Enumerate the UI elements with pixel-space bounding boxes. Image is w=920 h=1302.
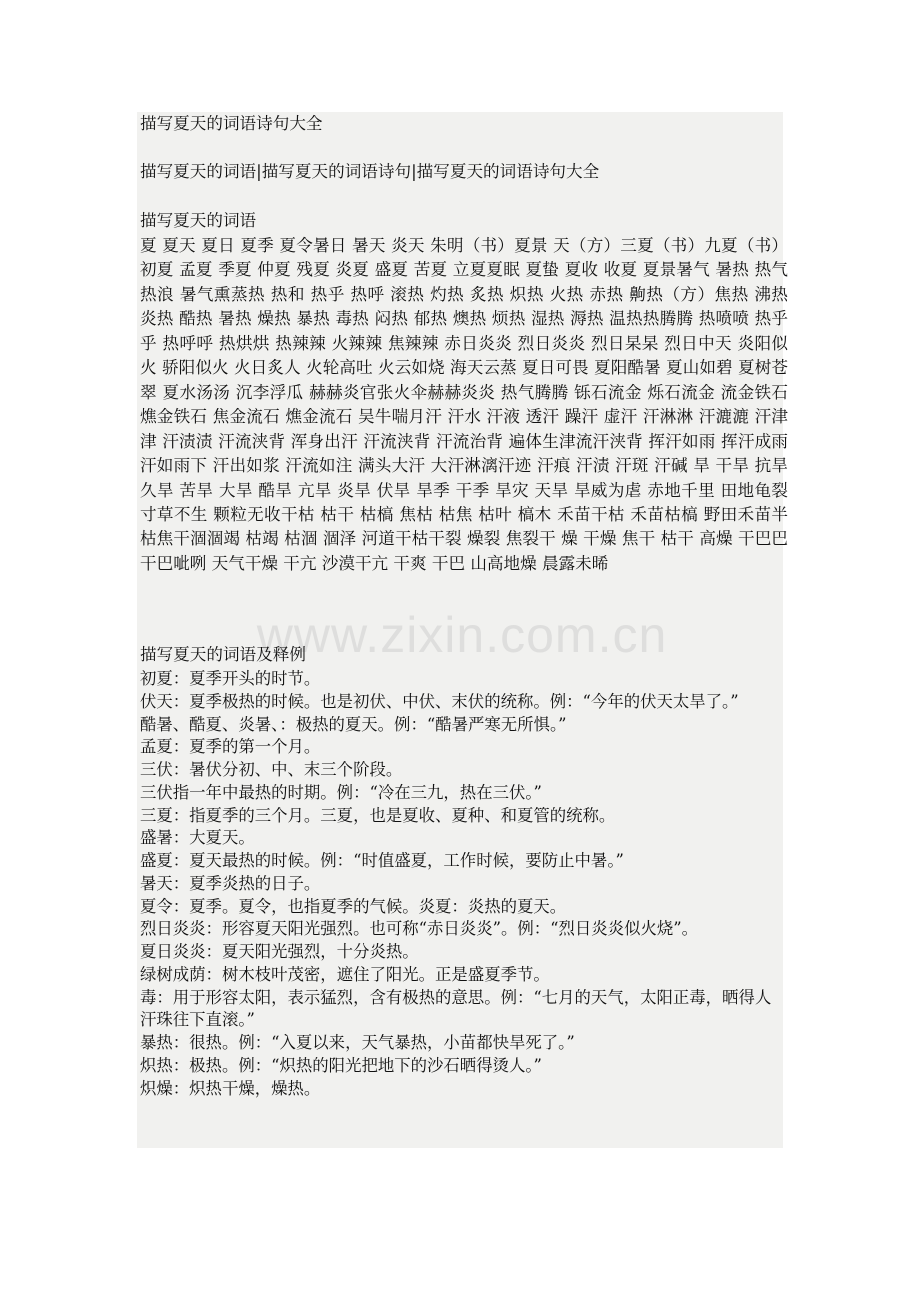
list-item: 烈日炎炎：形容夏天阳光强烈。也可称“赤日炎炎”。例：“烈日炎炎似火烧”。	[140, 919, 699, 939]
list-item: 夏日炎炎：夏天阳光强烈，十分炎热。	[140, 942, 419, 961]
list-item: 暑天：夏季炎热的日子。	[140, 873, 321, 893]
list-item: 炽热：极热。例：“炽热的阳光把地下的沙石晒得烫人。”	[140, 1055, 542, 1075]
list-item: 三伏指一年中最热的时期。例：“冷在三九，热在三伏。”	[140, 782, 542, 802]
list-item: 炽燥：炽热干燥，燥热。	[140, 1078, 321, 1098]
list-item: 初夏：夏季开头的时节。	[140, 669, 321, 688]
list-item: 毒：用于形容太阳，表示猛烈，含有极热的意思。例：“七月的天气，太阳正毒，晒得人汗珠往下直滚。”	[140, 987, 772, 1030]
watermark: www.zixin.com.cn	[256, 607, 668, 663]
list-item: 伏天：夏季极热的时候。也是初伏、中伏、末伏的统称。例：“今年的伏天太旱了。”	[140, 691, 739, 711]
list-item: 夏令：夏季。夏令，也指夏季的气候。炎夏：炎热的夏天。	[140, 896, 567, 916]
list-item: 三夏：指夏季的三个月。三夏，也是夏收、夏种、和夏管的统称。	[140, 805, 616, 825]
list-item: 暴热：很热。例：“入夏以来，天气暴热，小苗都快旱死了。”	[140, 1033, 575, 1052]
section-heading-explanations: 描写夏天的词语及释例	[140, 645, 306, 664]
list-item: 盛夏：夏天最热的时候。例：“时值盛夏，工作时候，要防止中暑。”	[140, 851, 624, 870]
list-item: 孟夏：夏季的第一个月。	[140, 737, 321, 757]
list-item: 盛暑：大夏天。	[140, 828, 255, 848]
section-heading-words: 描写夏天的词语	[140, 211, 257, 230]
explanation-list	[140, 668, 786, 1100]
list-item: 酷暑、酷夏、炎暑、：极热的夏天。例：“酷暑严寒无所惧。”	[140, 714, 567, 734]
document-title: 描写夏天的词语诗句大全	[140, 114, 323, 133]
word-list-paragraph: 夏 夏天 夏日 夏季 夏令暑日 暑天 炎天 朱明（书）夏景 天（方）三夏（书）九夏（书）初夏 孟夏 季夏 仲夏 残夏 炎夏 盛夏 苦夏 立夏夏眠 夏蛰 夏收 收夏 夏景暑气 暑热 热气 热浪 暑气熏蒸热 热和 热乎 热呼 滚热 灼热 炙热 炽热 火热 赤热 齁热（方）焦热 沸热 炎热 酷热 暑热 燥热 暴热 毒热 闷热 郁热 燠热 烦热 湿热 溽热 温热热腾腾 热喷喷 热乎乎 热呼呼 热烘烘 热辣辣 火辣辣 焦辣辣 赤日炎炎 烈日炎炎 烈日杲杲 烈日中天 炎阳似火 骄阳似火 火日炙人 火轮高吐 火云如烧 海天云蒸 夏日可畏 夏阳酷暑 夏山如碧 夏树苍翠 夏水汤汤 沉李浮瓜 赫赫炎官张火伞赫赫炎炎 热气腾腾 铄石流金 烁石流金 流金铁石 燋金铁石 焦金流石 燋金流石 吴牛喘月汗 汗水 汗液 透汗 躁汗 虚汗 汗淋淋 汗漉漉 汗津津 汗渍渍 汗流浃背 浑身出汗 汗流浃背 汗流治背 遍体生津流汗浃背 挥汗如雨 挥汗成雨 汗如雨下 汗出如浆 汗流如注 满头大汗 大汗淋漓汗迹 汗痕 汗渍 汗斑 汗碱 旱 干旱 抗旱 久旱 苦旱 大旱 酷旱 亢旱 炎旱 伏旱 旱季 干季 旱灾 天旱 旱威为虐 赤地千里 田地龟裂 寸草不生 颗粒无收干枯 枯干 枯槁 焦枯 枯焦 枯叶 槁木 禾苗干枯 禾苗枯槁 野田禾苗半枯焦干涸涸竭 枯竭 枯涸 涸泽 河道干枯干裂 燥裂 焦裂干 燥 干燥 焦干 枯干 高燥 干巴巴 干巴呲咧 天气干燥 干亢 沙漠干亢 干爽 干巴 山高地燥 晨露未晞	[140, 236, 788, 573]
document-subtitle: 描写夏天的词语|描写夏天的词语诗句|描写夏天的词语诗句大全	[140, 162, 600, 181]
list-item: 三伏：暑伏分初、中、末三个阶段。	[140, 760, 403, 779]
list-item: 绿树成荫：树木枝叶茂密，遮住了阳光。正是盛夏季节。	[140, 964, 550, 984]
